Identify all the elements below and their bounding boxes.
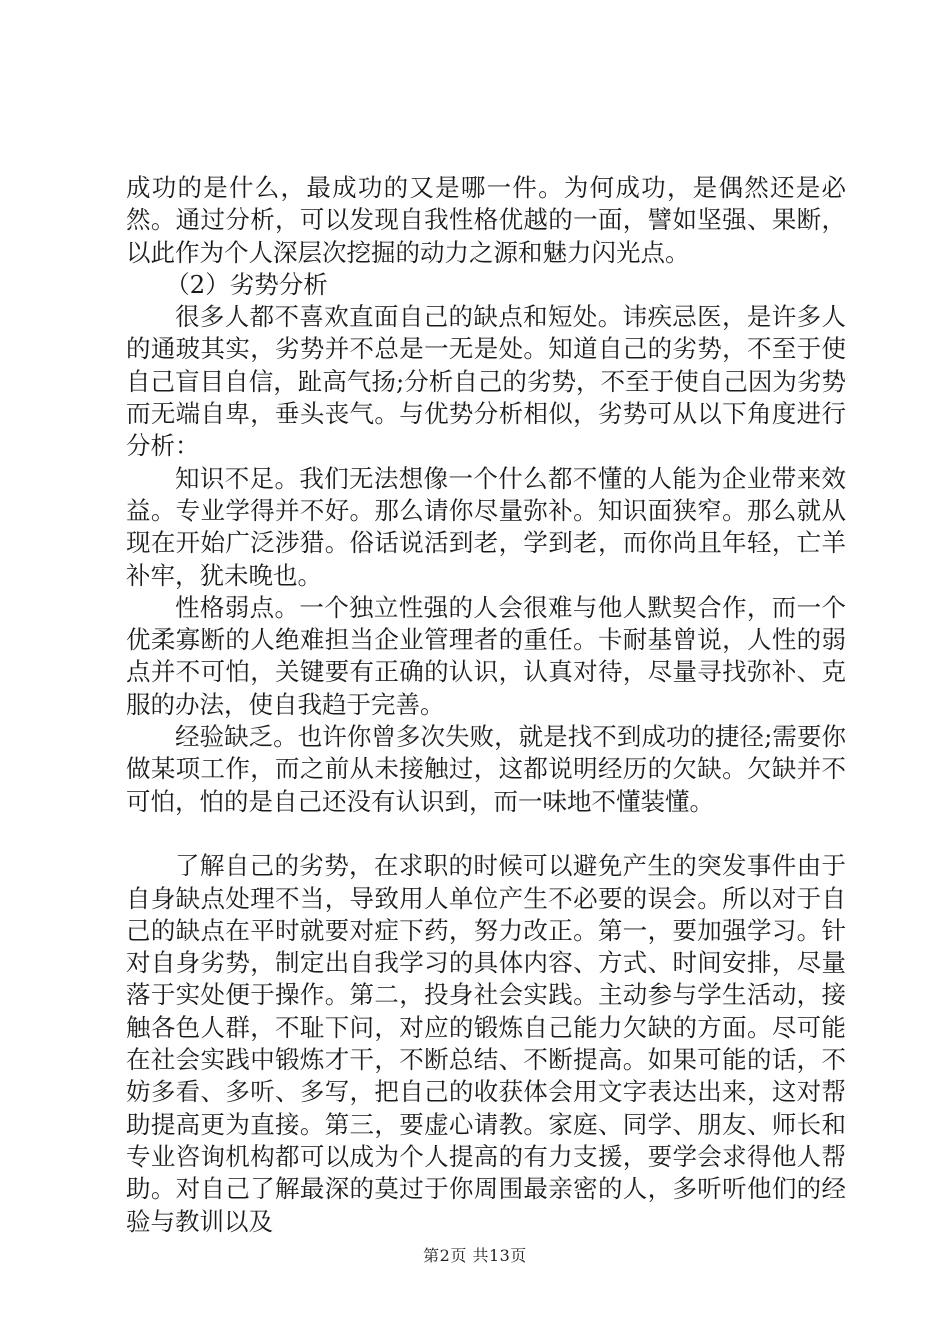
section-heading-weakness-analysis: （2）劣势分析 [165, 269, 328, 299]
paragraph-personality-weakness: 性格弱点。一个独立性强的人会很难与他人默契合作，而一个优柔寡断的人绝难担当企业管理者的重任。卡耐基曾说，人性的弱点并不可怕，关键要有正确的认识，认真对待，尽量寻找弥补、克服的办法，使自我趋于完善。 [126, 592, 846, 719]
paragraph-improvement-advice: 了解自己的劣势，在求职的时候可以避免产生的突发事件由于自身缺点处理不当，导致用人单位产生不必要的误会。所以对于自己的缺点在平时就要对症下药，努力改正。第一，要加强学习。针对自身劣势，制定出自我学习的具体内容、方式、时间安排，尽量落于实处便于操作。第二，投身社会实践。主动参与学生活动，接触各色人群，不耻下问，对应的锻炼自己能力欠缺的方面。尽可能在社会实践中锻炼才干，不断总结、不断提高。如果可能的话，不妨多看、多听、多写，把自己的收获体会用文字表达出来，这对帮助提高更为直接。第三，要虚心请教。家庭、同学、朋友、师长和专业咨询机构都可以成为个人提高的有力支援，要学会求得他人帮助。对自己了解最深的莫过于你周围最亲密的人，多听听他们的经验与教训以及 [126, 851, 846, 1236]
paragraph-weakness-intro: 很多人都不喜欢直面自己的缺点和短处。讳疾忌医，是许多人的通玻其实，劣势并不总是一无是处。知道自己的劣势，不至于使自己盲目自信，趾高气扬;分析自己的劣势，不至于使自己因为劣势而无端自卑，垂头丧气。与优势分析相似，劣势可从以下角度进行分析： [126, 302, 846, 461]
paragraph-knowledge-gap: 知识不足。我们无法想像一个什么都不懂的人能为企业带来效益。专业学得并不好。那么请你尽量弥补。知识面狭窄。那么就从现在开始广泛涉猎。俗话说活到老，学到老，而你尚且年轻，亡羊补牢，犹未晚也。 [126, 463, 846, 590]
paragraph-lack-of-experience: 经验缺乏。也许你曾多次失败，就是找不到成功的捷径;需要你做某项工作，而之前从未接触过，这都说明经历的欠缺。欠缺并不可怕，怕的是自己还没有认识到，而一味地不懂装懂。 [126, 722, 846, 816]
paragraph-strengths-conclusion: 成功的是什么，最成功的又是哪一件。为何成功，是偶然还是必然。通过分析，可以发现自我性格优越的一面，譬如坚强、果断，以此作为个人深层次挖掘的动力之源和魅力闪光点。 [126, 173, 846, 267]
paragraph-spacer [126, 818, 846, 850]
page-number-footer: 第2页 共13页 [423, 1246, 527, 1265]
document-body [126, 172, 846, 1238]
